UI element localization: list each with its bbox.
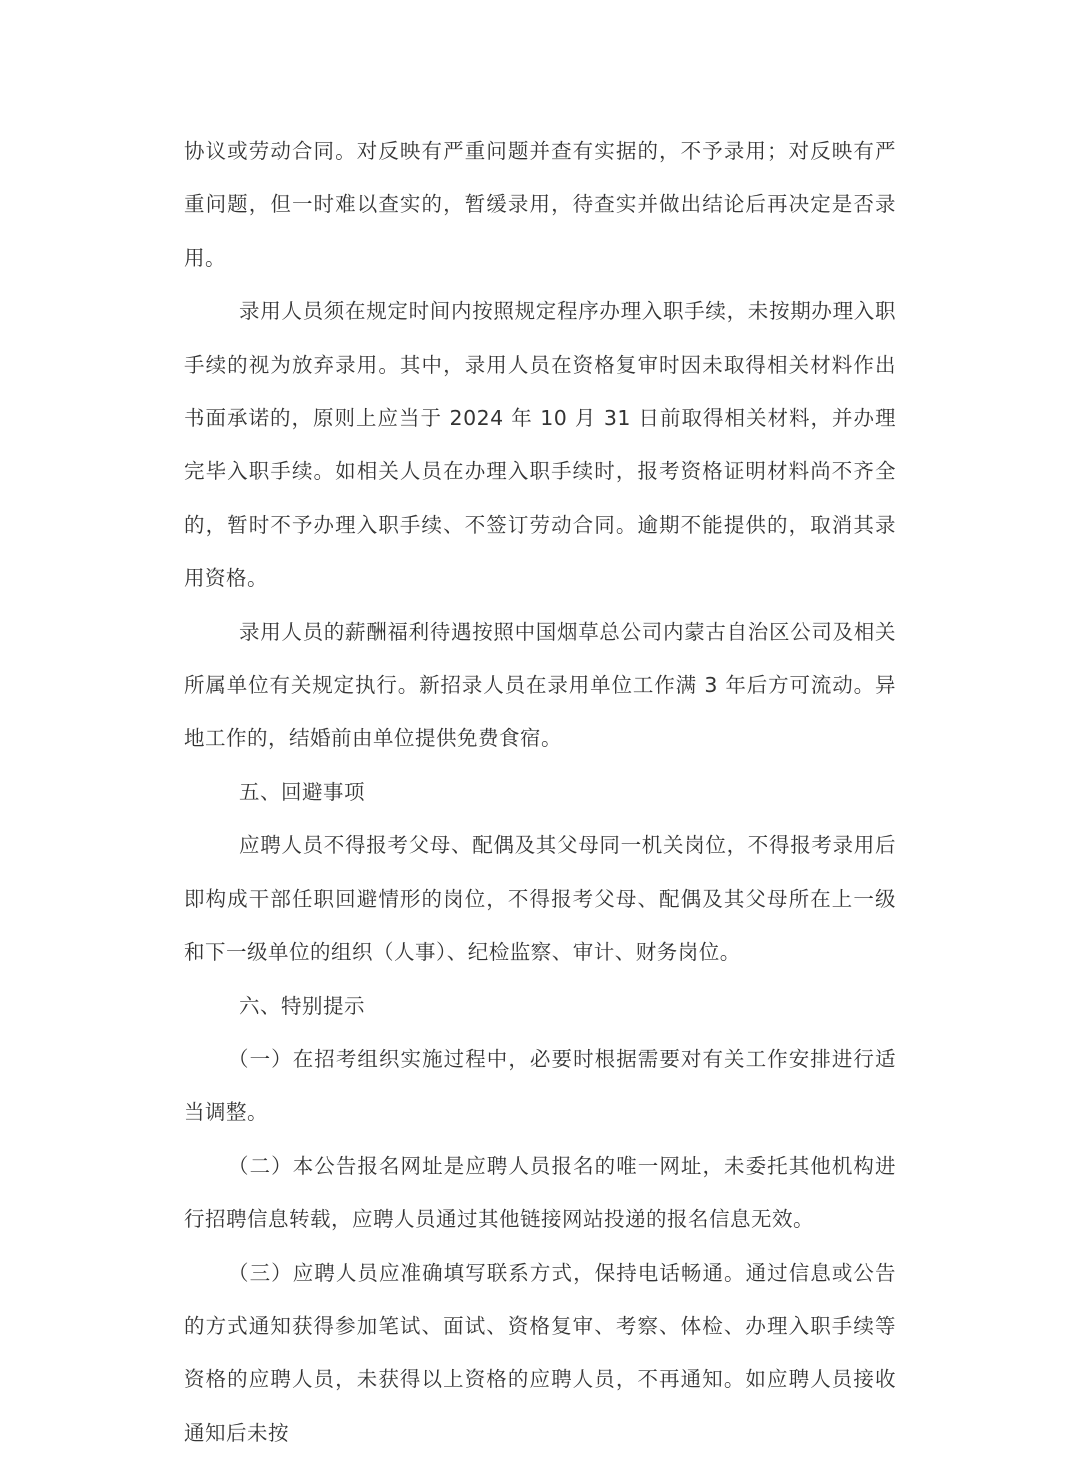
- paragraph-salary: 录用人员的薪酬福利待遇按照中国烟草总公司内蒙古自治区公司及相关所属单位有关规定执行。新招录人员在录用单位工作满 3 年后方可流动。异地工作的，结婚前由单位提供免费食宿。: [184, 619, 896, 751]
- paragraph-avoidance: 应聘人员不得报考父母、配偶及其父母同一机关岗位，不得报考录用后即构成干部任职回避情形的岗位，不得报考父母、配偶及其父母所在上一级和下一级单位的组织（人事）、纪检监察、审计、财务岗位。: [184, 833, 896, 965]
- paragraph-notice-3: （三）应聘人员应准确填写联系方式，保持电话畅通。通过信息或公告的方式通知获得参加笔试、面试、资格复审、考察、体检、办理入职手续等资格的应聘人员，未获得以上资格的应聘人员，不再通知。如应聘人员接收通知后未按: [184, 1260, 896, 1445]
- paragraph-notice-2: （二）本公告报名网址是应聘人员报名的唯一网址，未委托其他机构进行招聘信息转载，应聘人员通过其他链接网站投递的报名信息无效。: [184, 1153, 896, 1232]
- document-page: [184, 125, 896, 1460]
- section-heading-avoidance: 五、回避事项: [239, 779, 365, 804]
- paragraph-continuation: 协议或劳动合同。对反映有严重问题并查有实据的，不予录用；对反映有严重问题，但一时难以查实的，暂缓录用，待查实并做出结论后再决定是否录用。: [184, 139, 896, 270]
- paragraph-notice-1: （一）在招考组织实施过程中，必要时根据需要对有关工作安排进行适当调整。: [184, 1046, 896, 1125]
- section-heading-special-notice: 六、特别提示: [239, 993, 365, 1018]
- paragraph-onboarding: 录用人员须在规定时间内按照规定程序办理入职手续，未按期办理入职手续的视为放弃录用。其中，录用人员在资格复审时因未取得相关材料作出书面承诺的，原则上应当于 2024 年 10 月 31 日前取得相关材料，并办理完毕入职手续。如相关人员在办理入职手续时，报考资格证明材料尚不齐全的，暂时不予办理入职手续、不签订劳动合同。逾期不能提供的，取消其录用资格。: [184, 299, 896, 591]
